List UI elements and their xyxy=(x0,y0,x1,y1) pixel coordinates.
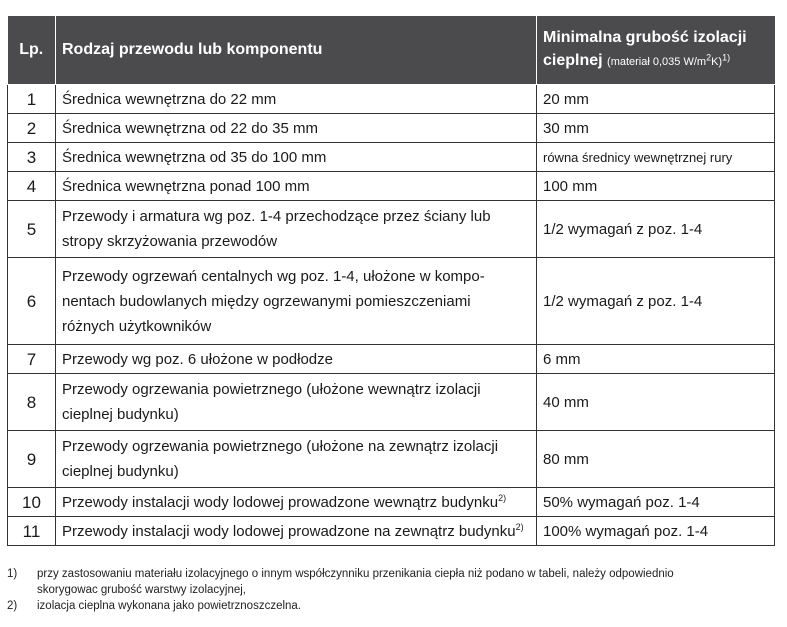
row-thickness: 30 mm xyxy=(537,114,775,143)
insulation-table-container xyxy=(7,16,774,546)
row-type xyxy=(56,374,537,431)
table-header-row xyxy=(8,16,775,85)
row-thickness: 50% wymagań poz. 1-4 xyxy=(537,488,775,517)
row-thickness: 1/2 wymagań z poz. 1-4 xyxy=(537,201,775,258)
table-row xyxy=(8,201,775,258)
row-type: Przewody instalacji wody lodowej prowadzone wewnątrz budynku$^{2)}$ xyxy=(56,488,537,517)
row-thickness: 6 mm xyxy=(537,345,775,374)
row-type-line: cieplnej budynku) xyxy=(62,463,179,480)
header-type: Rodzaj przewodu lub komponentu xyxy=(56,16,537,85)
row-type xyxy=(56,431,537,488)
row-thickness: 100% wymagań poz. 1-4 xyxy=(537,517,775,546)
row-number: 4 xyxy=(8,172,56,201)
row-number: 8 xyxy=(8,374,56,431)
row-type xyxy=(56,201,537,258)
header-thickness xyxy=(537,16,775,85)
row-number: 3 xyxy=(8,143,56,172)
row-type: Średnica wewnętrzna od 35 do 100 mm xyxy=(56,143,537,172)
row-type-line: stropy skrzyżowania przewodów xyxy=(62,233,278,250)
table-row xyxy=(8,488,775,517)
table-row xyxy=(8,374,775,431)
row-number: 1 xyxy=(8,85,56,114)
row-thickness: 1/2 wymagań z poz. 1-4 xyxy=(537,258,775,345)
table-row xyxy=(8,517,775,546)
row-type: Średnica wewnętrzna ponad 100 mm xyxy=(56,172,537,201)
row-type: Średnica wewnętrzna do 22 mm xyxy=(56,85,537,114)
table-row xyxy=(8,143,775,172)
row-type-line: Przewody ogrzewania powietrznego (ułożone wewnątrz izolacji xyxy=(62,381,481,398)
row-type-line: nentach budowlanych między ogrzewanymi pomieszczeniami xyxy=(62,292,471,310)
row-thickness: równa średnicy wewnętrznej rury xyxy=(537,143,775,172)
footnote-line: skorygowac grubość warstwy izolacyjnej, xyxy=(37,584,246,596)
row-number: 11 xyxy=(8,517,56,546)
row-thickness: 20 mm xyxy=(537,85,775,114)
table-row xyxy=(8,85,775,114)
header-lp: Lp. xyxy=(8,16,56,85)
footnote-line: 2) izolacja cieplna wykonana jako powietrznoszczelna. xyxy=(7,600,302,612)
insulation-table xyxy=(7,16,775,546)
header-thickness-note: (materiał 0,035 $W/m^2K)^{1)}$ xyxy=(607,52,731,68)
row-type-line: cieplnej budynku) xyxy=(62,406,179,423)
row-type: Przewody wg poz. 6 ułożone w podłodze xyxy=(56,345,537,374)
header-thickness-main: Minimalna grubość izolacji cieplnej xyxy=(543,29,747,69)
row-type: Średnica wewnętrzna od 22 do 35 mm xyxy=(56,114,537,143)
row-number: 9 xyxy=(8,431,56,488)
row-thickness: 80 mm xyxy=(537,431,775,488)
footnote-ref: 2) xyxy=(515,521,524,532)
row-type xyxy=(56,258,537,345)
row-number: 6 xyxy=(8,258,56,345)
row-number: 2 xyxy=(8,114,56,143)
row-type-line: Przewody ogrzewań centalnych wg poz. 1-4, ułożone w kompo- xyxy=(62,267,485,285)
row-thickness: 40 mm xyxy=(537,374,775,431)
row-number: 5 xyxy=(8,201,56,258)
row-type-line: Przewody i armatura wg poz. 1-4 przechodzące przez ściany lub xyxy=(62,208,491,225)
footnote-ref: 2) xyxy=(498,492,507,503)
row-number: 10 xyxy=(8,488,56,517)
footnotes xyxy=(7,566,777,614)
row-number: 7 xyxy=(8,345,56,374)
table-row xyxy=(8,172,775,201)
footnote-line: 1) przy zastosowaniu materiału izolacyjnego o innym współczynniku przenikania ciepła niż podano w tabeli, należy odpowiednio xyxy=(7,568,674,580)
row-type-line: Przewody ogrzewania powietrznego (ułożone na zewnątrz izolacji xyxy=(62,438,499,455)
table-row xyxy=(8,114,775,143)
table-row xyxy=(8,258,775,345)
row-type: Przewody instalacji wody lodowej prowadzone na zewnątrz budynku$^{2)}$ xyxy=(56,517,537,546)
table-row xyxy=(8,345,775,374)
row-type-line: różnych użytkowników xyxy=(62,317,212,335)
row-thickness: 100 mm xyxy=(537,172,775,201)
table-row xyxy=(8,431,775,488)
